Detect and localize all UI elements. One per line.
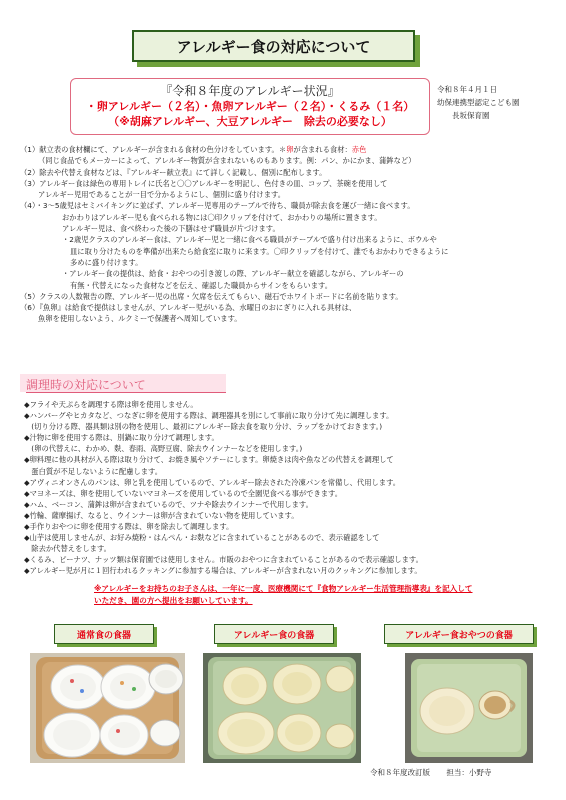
rule-text: 多めに盛り付けます。 [70, 257, 143, 267]
rule-line [20, 246, 550, 257]
rule-line [20, 200, 550, 211]
document-date: 令和８年４月１日 [437, 85, 497, 94]
rule-line [20, 212, 550, 223]
notice-line-2: いただき、園の方へ提出をお願いしています。 [94, 596, 253, 605]
rule-line [20, 280, 550, 291]
allergy-dishes-photo [203, 653, 361, 763]
status-heading: 『令和８年度のアレルギー状況』 [160, 84, 340, 98]
cooking-line: (切り分ける際、器具類は別の物を使用し、最初にアレルギー除去食を取り分け、ラップをかけておきます。) [24, 422, 383, 432]
cooking-line: ◆汁物に卵を使用する際は、別鍋に取り分けて調理します。 [24, 433, 219, 443]
rule-line [20, 313, 550, 324]
rule-text: （5）クラスの人数報告の際、アレルギー児の出席・欠席を伝えてもらい、磁石でホワイトボードに名前を貼ります。 [20, 291, 403, 301]
rule-line [20, 155, 550, 166]
cooking-line: 除去か代替えをします。 [24, 544, 111, 554]
snack-dishes-label: アレルギー食おやつの食器 [384, 624, 534, 644]
rule-line [20, 257, 550, 268]
allergy-status-box [70, 78, 430, 135]
rule-line [20, 189, 550, 200]
rule-line [20, 302, 550, 313]
rule-text: が含まれる食材： [293, 145, 352, 154]
notice [94, 583, 534, 607]
status-line-1: ・卵アレルギー（２名）・魚卵アレルギー（２名）・くるみ（１名） [85, 100, 415, 113]
rule-text: おかわりはアレルギー児も食べられる物には〇印クリップを付けて、おかわりの場所に置きます。 [62, 212, 382, 222]
cooking-line: ◆手作りおやつに卵を使用する際は、卵を除去して調理します。 [24, 522, 234, 532]
rule-text: 卵 [286, 145, 294, 154]
rule-text: （3）アレルギー食は緑色の専用トレイに氏名と〇〇アレルギーを明記し、色付きの皿、コップ、茶碗を使用して [20, 178, 388, 188]
snack-dishes-photo [405, 653, 533, 763]
cooking-line: ◆アヴィニオンさんのパンは、卵と乳を使用しているので、アレルギー除去された冷凍パンを常備し、代用します。 [24, 477, 401, 487]
status-line-2: （※胡麻アレルギー、大豆アレルギー 除去の必要なし） [108, 115, 392, 128]
page-title: アレルギー食の対応について [132, 30, 415, 62]
cooking-line: ◆ハム、ベーコン、蒲鉾は卵が含まれているので、ツナや除去ウインナーで代用します。 [24, 499, 313, 509]
rule-text: ・2歳児クラスのアレルギー食は、アレルギー児と一緒に食べる職員がテーブルで盛り付け出来るように、ボウルや [62, 235, 437, 245]
rule-text: （6）『魚卵』は給食で提供はしませんが、アレルギー児がいる為、水曜日のおにぎりに入れる具材は、 [20, 303, 357, 313]
document-meta [437, 83, 520, 122]
rule-text: （4）・3～5歳児はセミバイキングに並ばず、アレルギー児専用のテーブルで待ち、職員が除去食を運び一緒に食べます。 [20, 201, 415, 211]
cooking-line: ◆卵料理に他の具材が入る際は取り分けて、お焼き風やソテーにします。卵焼きは肉や魚などの代替えを調理して [24, 455, 394, 465]
rule-line [20, 178, 550, 189]
cooking-list [24, 399, 554, 577]
rule-text: （同じ食品でもメーカーによって、アレルギー物質が含まれないものもあります。例：パン、かにかま、蒲鉾など） [38, 156, 416, 166]
page-title-banner [132, 30, 415, 68]
edition: 令和８年度改訂版 [370, 768, 430, 777]
rule-text: ・アレルギー食の提供は、給食・おやつの引き渡しの際、アレルギー献立を確認しながら、アレルギーの [62, 269, 404, 279]
cooking-line: ◆マヨネーズは、卵を使用していないマヨネーズを使用しているので全園児食べる事ができます。 [24, 488, 343, 498]
cooking-line: 蛋白質が不足しないように配慮します。 [24, 466, 163, 476]
organization: 幼保連携型認定こども園 [437, 98, 520, 107]
nursery-name: 長坂保育園 [452, 111, 490, 120]
cooking-line: ◆ハンバーグやヒカタなど、つなぎに卵を使用する際は、調理器具を別にして事前に取り分けて先に調理します。 [24, 411, 394, 421]
rule-text: 赤色 [351, 145, 367, 154]
cooking-line: ◆竹輪、薩摩揚げ、なると、ウインナーは卵が含まれていない物を使用しています。 [24, 510, 299, 520]
cooking-line: ◆アレルギー児が月に１回行われるクッキングに参加する場合は、アレルギーが含まれない月のクッキングに参加します。 [24, 566, 422, 576]
rules-list [20, 144, 550, 325]
rule-text: 有無・代替えになった食材などを伝え、確認した職員からサインをもらいます。 [70, 280, 333, 290]
rule-text: （2）除去や代替え食材などは、『アレルギー献立表』にて詳しく記載し、個別に配布します。 [20, 167, 327, 177]
cooking-line: (卵の代替えに、わかめ、麩、春雨、高野豆腐、除去ウインナーなどを使用します。) [24, 444, 303, 454]
rule-line [20, 144, 550, 155]
cooking-line: ◆フライや天ぷらを調理する際は卵を使用しません。 [24, 400, 198, 409]
rule-line [20, 167, 550, 178]
normal-dishes-photo [30, 653, 185, 763]
cooking-heading: 調理時の対応について [26, 378, 146, 392]
rule-line [20, 234, 550, 245]
allergy-dishes-label: アレルギー食の食器 [214, 624, 334, 644]
cooking-section-header [26, 376, 226, 394]
rule-text: アレルギー児は、食べ終わった後の下膳はせず職員が片づけます。 [62, 224, 280, 234]
footer [370, 767, 491, 778]
rule-line [20, 268, 550, 279]
cooking-line: ◆くるみ、ピーナツ、ナッツ類は保育園では使用しません。市販のおやつに含まれていることがあるので表示確認します。 [24, 555, 423, 565]
cooking-line: ◆山芋は使用しませんが、お好み焼粉・はんぺん・お麩などに含まれていることがあるので、表示確認をして [24, 533, 380, 543]
notice-line-1: ※アレルギーをお持ちのお子さんは、一年に一度、医療機関にて『食物アレルギー生活管理指導表』を記入して [94, 584, 473, 593]
rule-text: アレルギー児用であることが一目で分かるようにし、個別に盛り付けます。 [38, 190, 286, 200]
rule-text: （1）献立表の食材欄にて、アレルギーが含まれる食材の色分けをしています。＊ [20, 145, 287, 154]
rule-text: 皿に取り分けたものを準備が出来たら給食室に取りに来ます。〇印クリップを付けて、誰でもおかわりできるように [70, 246, 449, 256]
rule-line [20, 291, 550, 302]
person-in-charge: 担当：小野寺 [446, 768, 492, 777]
rule-line [20, 223, 550, 234]
normal-dishes-label: 通常食の食器 [54, 624, 154, 644]
rule-text: 魚卵を使用しないよう、ルクミーで保護者へ周知しています。 [38, 314, 242, 324]
